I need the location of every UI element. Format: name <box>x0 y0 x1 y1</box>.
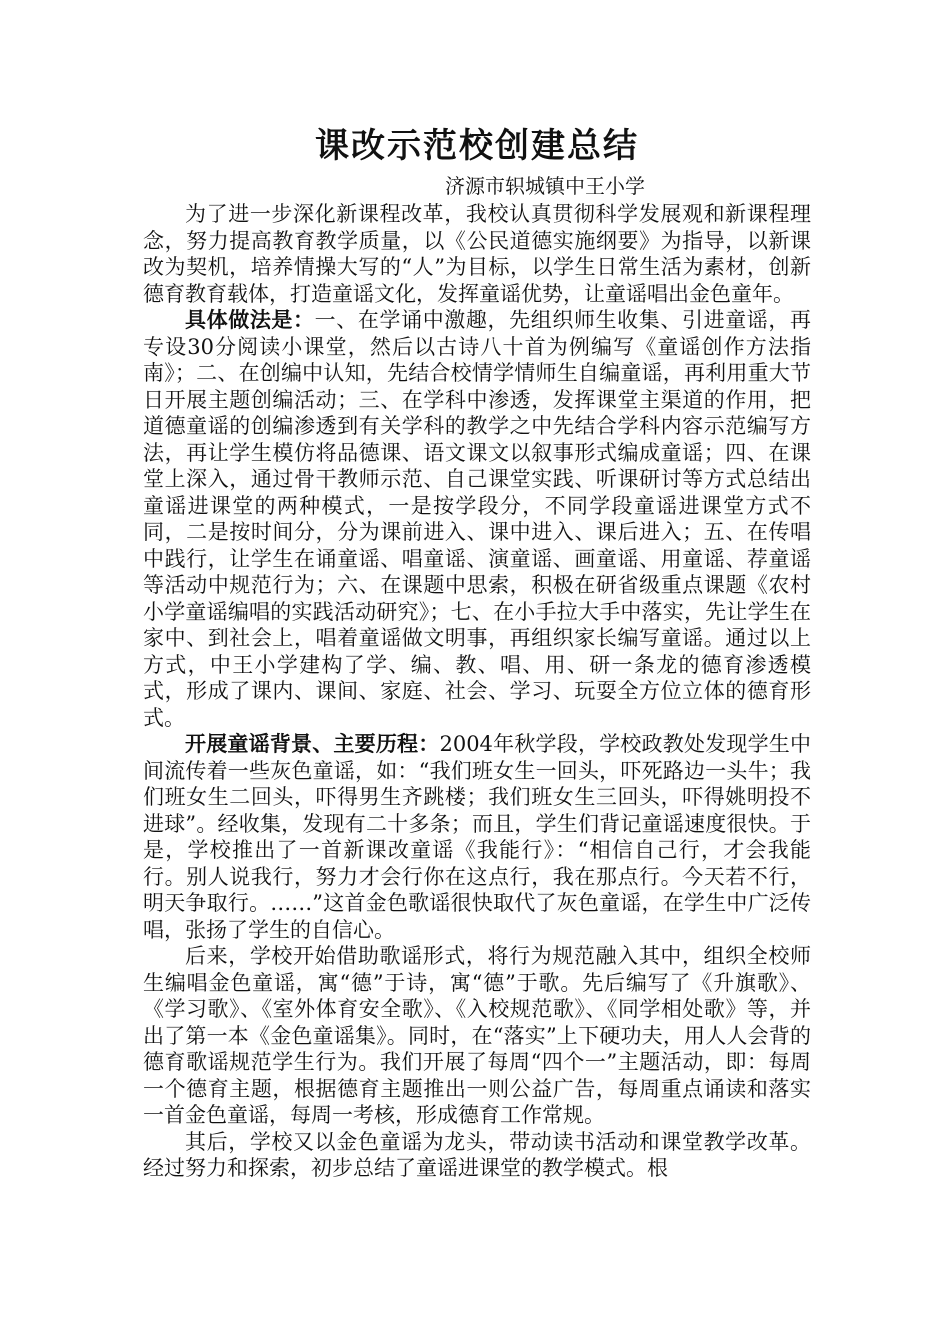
paragraph-intro <box>143 201 811 307</box>
paragraph-later <box>143 943 811 1129</box>
paragraph-text: 其后，学校又以金色童谣为龙头，带动读书活动和课堂教学改革。经过努力和探索，初步总结了童谣进课堂的教学模式。根 <box>143 1129 811 1180</box>
paragraph-lead: 具体做法是： <box>185 307 315 332</box>
paragraph-afterwards <box>143 1129 811 1182</box>
paragraph-text: 2004年秋学段，学校政教处发现学生中间流传着一些灰色童谣，如：“我们班女生一回头，吓死路边一头牛；我们班女生二回头，吓得男生齐跳楼；我们班女生三回头，吓得姚明投不进球”。经收集，发现有二十多条；而且，学生们背记童谣速度很快。于是，学校推出了一首新课改童谣《我能行》：“相信自己行，才会我能行。别人说我行，努力才会行你在这点行，我在那点行。今天若不行，明天争取行。……”这首金色歌谣很快取代了灰色童谣，在学生中广泛传唱，张扬了学生的自信心。 <box>143 732 811 942</box>
document-title: 课改示范校创建总结 <box>315 126 639 166</box>
document-page <box>143 120 811 1182</box>
author-line: 济源市轵城镇中王小学 <box>445 174 645 198</box>
paragraph-lead: 开展童谣背景、主要历程： <box>185 731 440 756</box>
paragraph-methods <box>143 307 811 731</box>
paragraph-background <box>143 731 811 943</box>
paragraph-text: 为了进一步深化新课程改革，我校认真贯彻科学发展观和新课程理念，努力提高教育教学质量，以《公民道德实施纲要》为指导，以新课改为契机，培养情操大写的“人”为目标，以学生日常生活为素材，创新德育教育载体，打造童谣文化，发挥童谣优势，让童谣唱出金色童年。 <box>143 202 811 306</box>
paragraph-text: 后来，学校开始借助歌谣形式，将行为规范融入其中，组织全校师生编唱金色童谣，寓“德”于诗，寓“德”于歌。先后编写了《升旗歌》、《学习歌》、《室外体育安全歌》、《入校规范歌》、《同学相处歌》等，并出了第一本《金色童谣集》。同时，在“落实”上下硬功夫，用人人会背的德育歌谣规范学生行为。我们开展了每周“四个一”主题活动，即：每周一个德育主题，根据德育主题推出一则公益广告，每周重点诵读和落实一首金色童谣，每周一考核，形成德育工作常规。 <box>143 944 811 1127</box>
paragraph-text: 一、在学诵中激趣，先组织师生收集、引进童谣，再专设30分阅读小课堂，然后以古诗八十首为例编写《童谣创作方法指南》；二、在创编中认知，先结合校情学情师生自编童谣，再利用重大节日开展主题创编活动；三、在学科中渗透，发挥课堂主渠道的作用，把道德童谣的创编渗透到有关学科的教学之中先结合学科内容示范编写方法，再让学生模仿将品德课、语文课文以叙事形式编成童谣；四、在课堂上深入，通过骨干教师示范、自己课堂实践、听课研讨等方式总结出童谣进课堂的两种模式，一是按学段分，不同学段童谣进课堂方式不同，二是按时间分，分为课前进入、课中进入、课后进入；五、在传唱中践行，让学生在诵童谣、唱童谣、演童谣、画童谣、用童谣、荐童谣等活动中规范行为；六、在课题中思索，积极在研省级重点课题《农村小学童谣编唱的实践活动研究》；七、在小手拉大手中落实，先让学生在家中、到社会上，唱着童谣做文明事，再组织家长编写童谣。通过以上方式，中王小学建构了学、编、教、唱、用、研一条龙的德育渗透模式，形成了课内、课间、家庭、社会、学习、玩耍全方位立体的德育形式。 <box>143 308 812 730</box>
